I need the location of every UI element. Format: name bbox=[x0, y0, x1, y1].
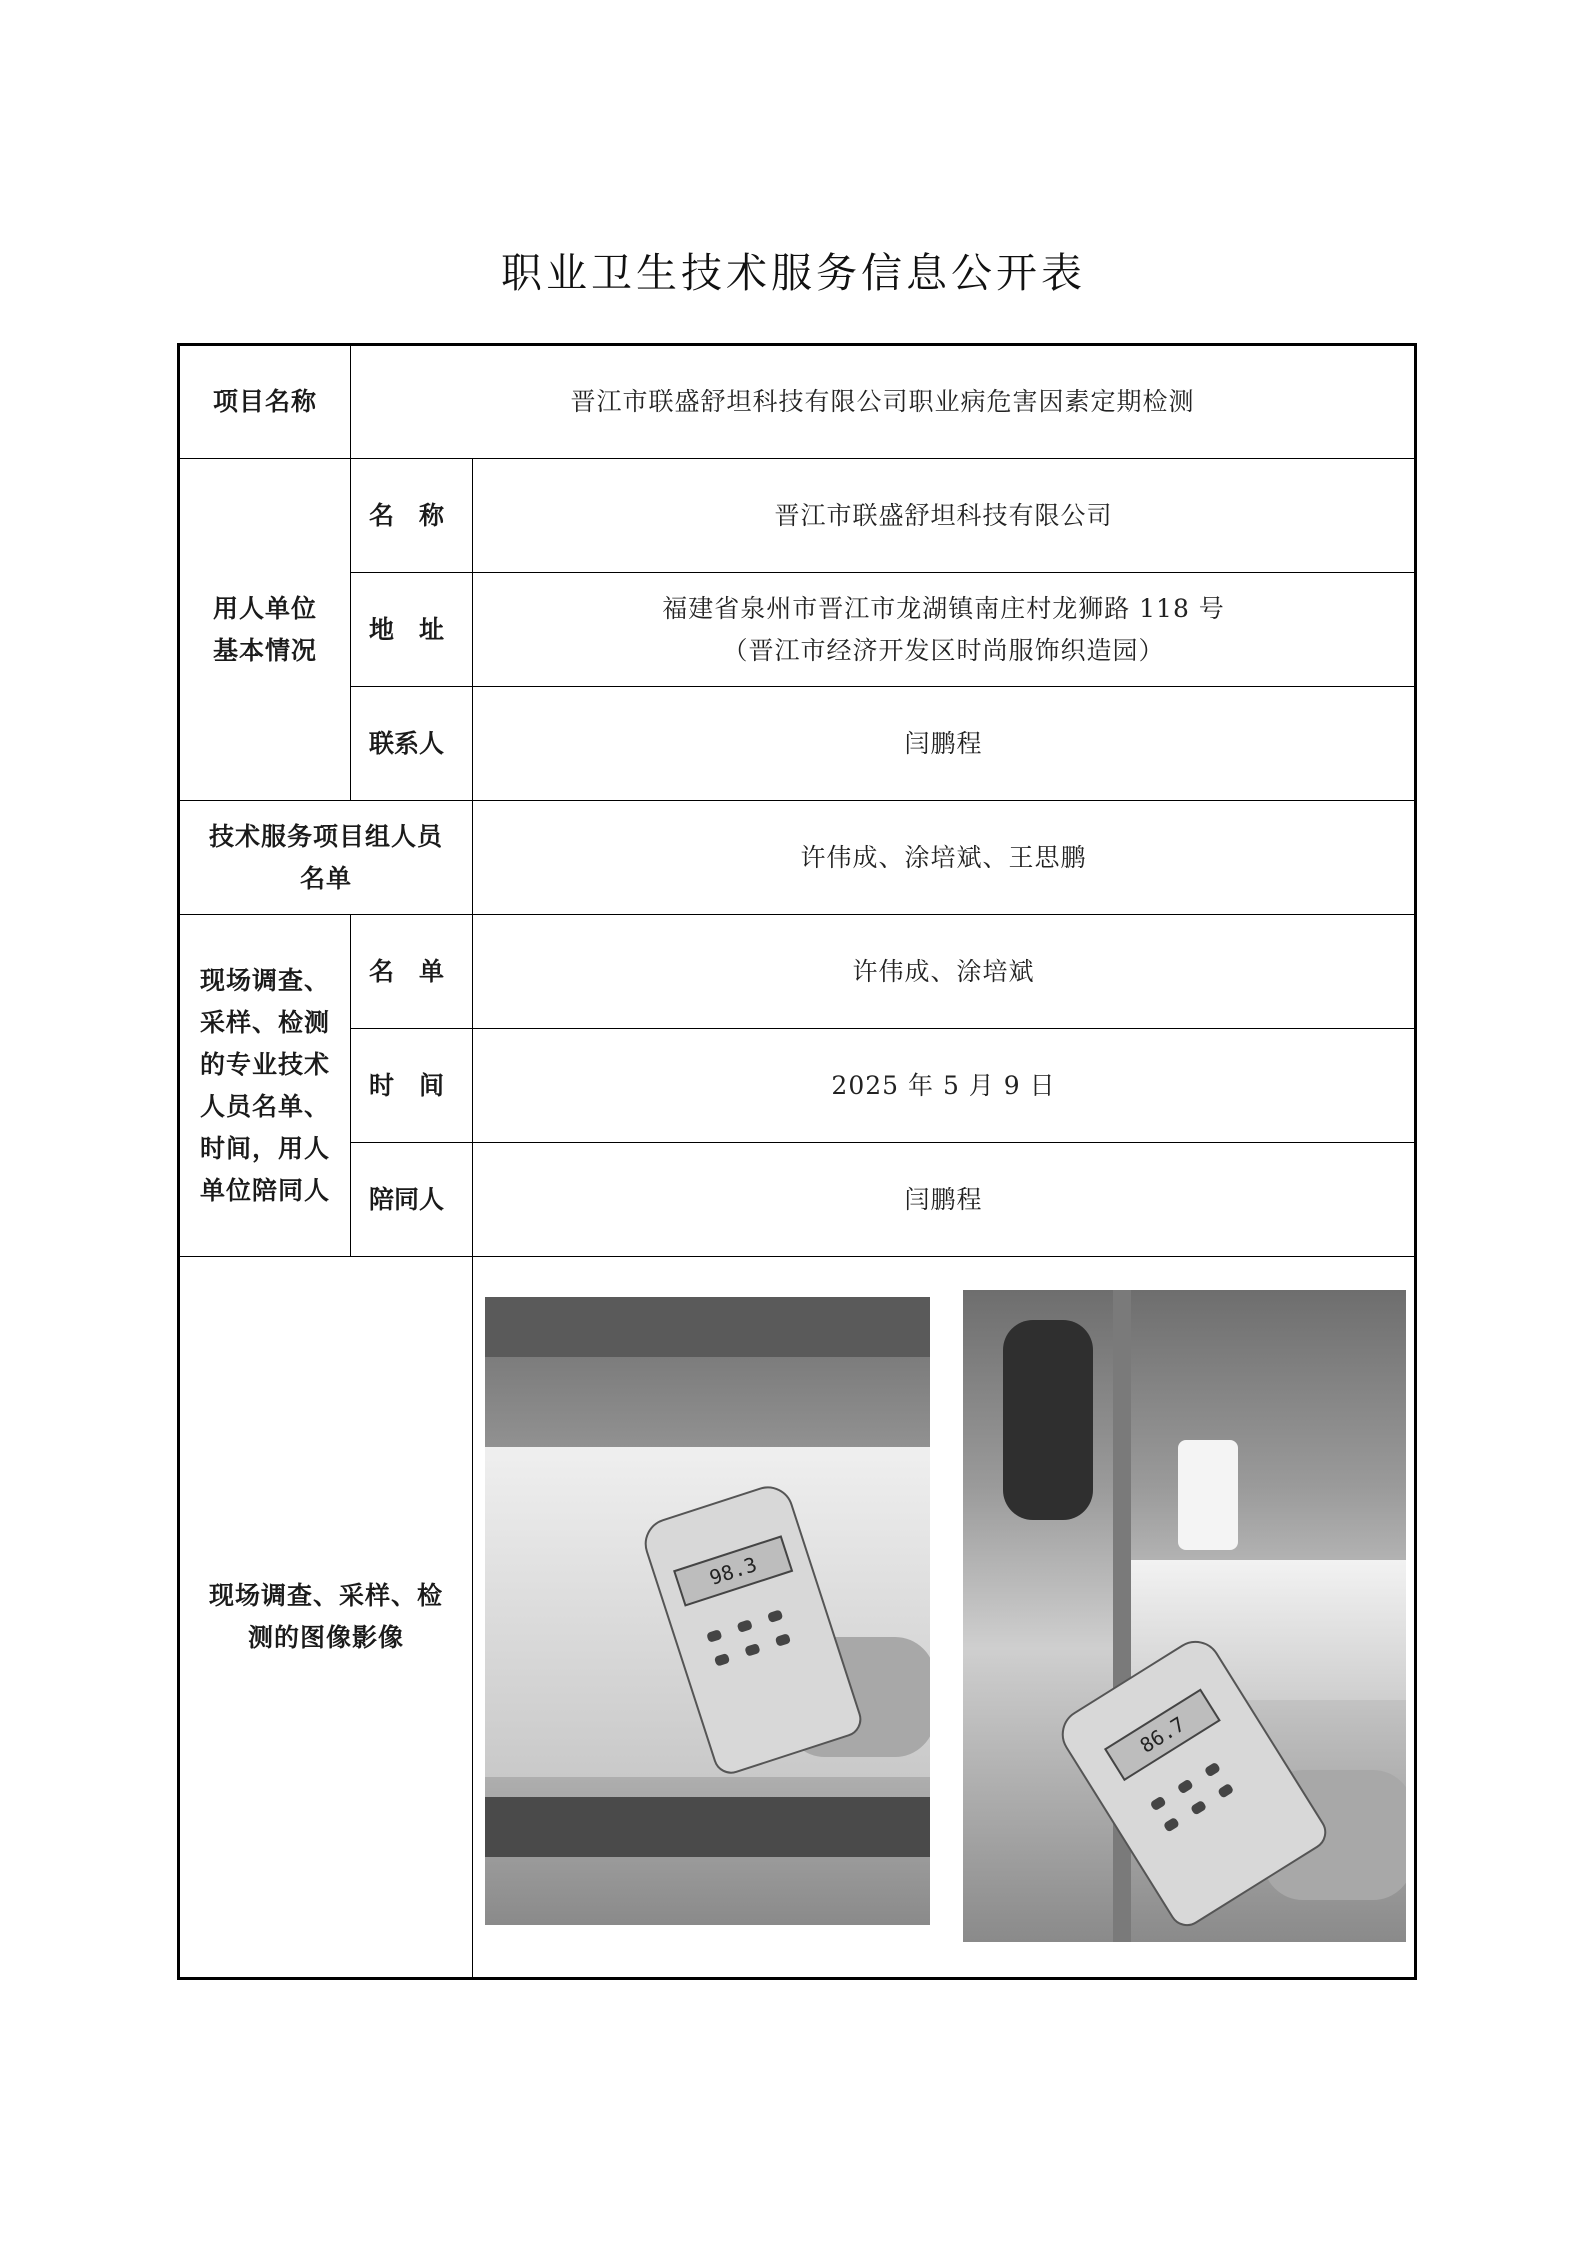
project-label: 项目名称 bbox=[179, 345, 351, 459]
meter-button bbox=[714, 1653, 730, 1667]
employer-contact-label: 联系人 bbox=[351, 687, 473, 801]
project-row bbox=[179, 345, 1416, 459]
project-value: 晋江市联盛舒坦科技有限公司职业病危害因素定期检测 bbox=[351, 345, 1416, 459]
onsite-label bbox=[179, 915, 351, 1257]
employer-address-value bbox=[473, 573, 1416, 687]
team-value: 许伟成、涂培斌、王思鹏 bbox=[473, 801, 1416, 915]
images-cell bbox=[473, 1257, 1416, 1979]
yarn-spool bbox=[1178, 1440, 1238, 1550]
meter-button bbox=[767, 1609, 783, 1623]
onsite-escort-row bbox=[179, 1143, 1416, 1257]
images-row bbox=[179, 1257, 1416, 1979]
team-row bbox=[179, 801, 1416, 915]
employer-name-value: 晋江市联盛舒坦科技有限公司 bbox=[473, 459, 1416, 573]
onsite-escort-value: 闫鹏程 bbox=[473, 1143, 1416, 1257]
meter-screen: 98.3 bbox=[673, 1535, 793, 1606]
meter-button bbox=[1163, 1817, 1180, 1833]
meter-button bbox=[737, 1619, 753, 1633]
employer-address-line1: 福建省泉州市晋江市龙湖镇南庄村龙狮路 118 号 bbox=[662, 593, 1225, 623]
onsite-label-line: 单位陪同人 bbox=[199, 1175, 330, 1205]
employer-label-line1: 用人单位 bbox=[212, 593, 317, 623]
onsite-label-line: 采样、检测 bbox=[199, 1007, 330, 1037]
images-label-line1: 现场调查、采样、检 bbox=[208, 1581, 443, 1610]
employer-label-line2: 基本情况 bbox=[212, 635, 317, 665]
employer-name-row bbox=[179, 459, 1416, 573]
onsite-label-line: 现场调查、 bbox=[199, 965, 330, 995]
employer-name-label: 名 称 bbox=[351, 459, 473, 573]
images-label bbox=[179, 1257, 473, 1979]
onsite-list-value: 许伟成、涂培斌 bbox=[473, 915, 1416, 1029]
onsite-time-label: 时 间 bbox=[351, 1029, 473, 1143]
onsite-photo-2 bbox=[963, 1290, 1406, 1942]
team-label-line1: 技术服务项目组人员 bbox=[208, 821, 443, 851]
onsite-list-label: 名 单 bbox=[351, 915, 473, 1029]
page-title: 职业卫生技术服务信息公开表 bbox=[501, 249, 1086, 297]
employer-address-line2: （晋江市经济开发区时尚服饰织造园） bbox=[722, 635, 1165, 665]
employer-address-row bbox=[179, 573, 1416, 687]
team-label bbox=[179, 801, 473, 915]
onsite-label-line: 时间，用人 bbox=[199, 1133, 330, 1163]
meter-button bbox=[1217, 1783, 1234, 1799]
meter-button bbox=[706, 1629, 722, 1643]
meter-screen: 86.7 bbox=[1104, 1688, 1221, 1781]
onsite-time-row bbox=[179, 1029, 1416, 1143]
loom-roller bbox=[485, 1797, 930, 1857]
onsite-list-row bbox=[179, 915, 1416, 1029]
employer-contact-value: 闫鹏程 bbox=[473, 687, 1416, 801]
meter-button bbox=[1150, 1796, 1167, 1812]
employer-label bbox=[179, 459, 351, 801]
onsite-photo-1 bbox=[485, 1297, 930, 1925]
team-label-line2: 名单 bbox=[299, 863, 352, 893]
onsite-label-line: 人员名单、 bbox=[199, 1091, 330, 1121]
employer-contact-row bbox=[179, 687, 1416, 801]
loom-frame bbox=[485, 1297, 930, 1357]
images-label-line2: 测的图像影像 bbox=[247, 1623, 404, 1652]
onsite-time-value: 2025 年 5 月 9 日 bbox=[473, 1029, 1416, 1143]
meter-button bbox=[744, 1643, 760, 1657]
meter-button bbox=[1204, 1762, 1221, 1778]
employer-address-label: 地 址 bbox=[351, 573, 473, 687]
meter-button bbox=[1190, 1800, 1207, 1816]
onsite-escort-label: 陪同人 bbox=[351, 1143, 473, 1257]
info-table bbox=[177, 343, 1417, 1980]
machine-seat bbox=[1003, 1320, 1093, 1520]
meter-button bbox=[1177, 1779, 1194, 1795]
onsite-label-line: 的专业技术 bbox=[199, 1049, 330, 1079]
meter-button bbox=[775, 1633, 791, 1647]
